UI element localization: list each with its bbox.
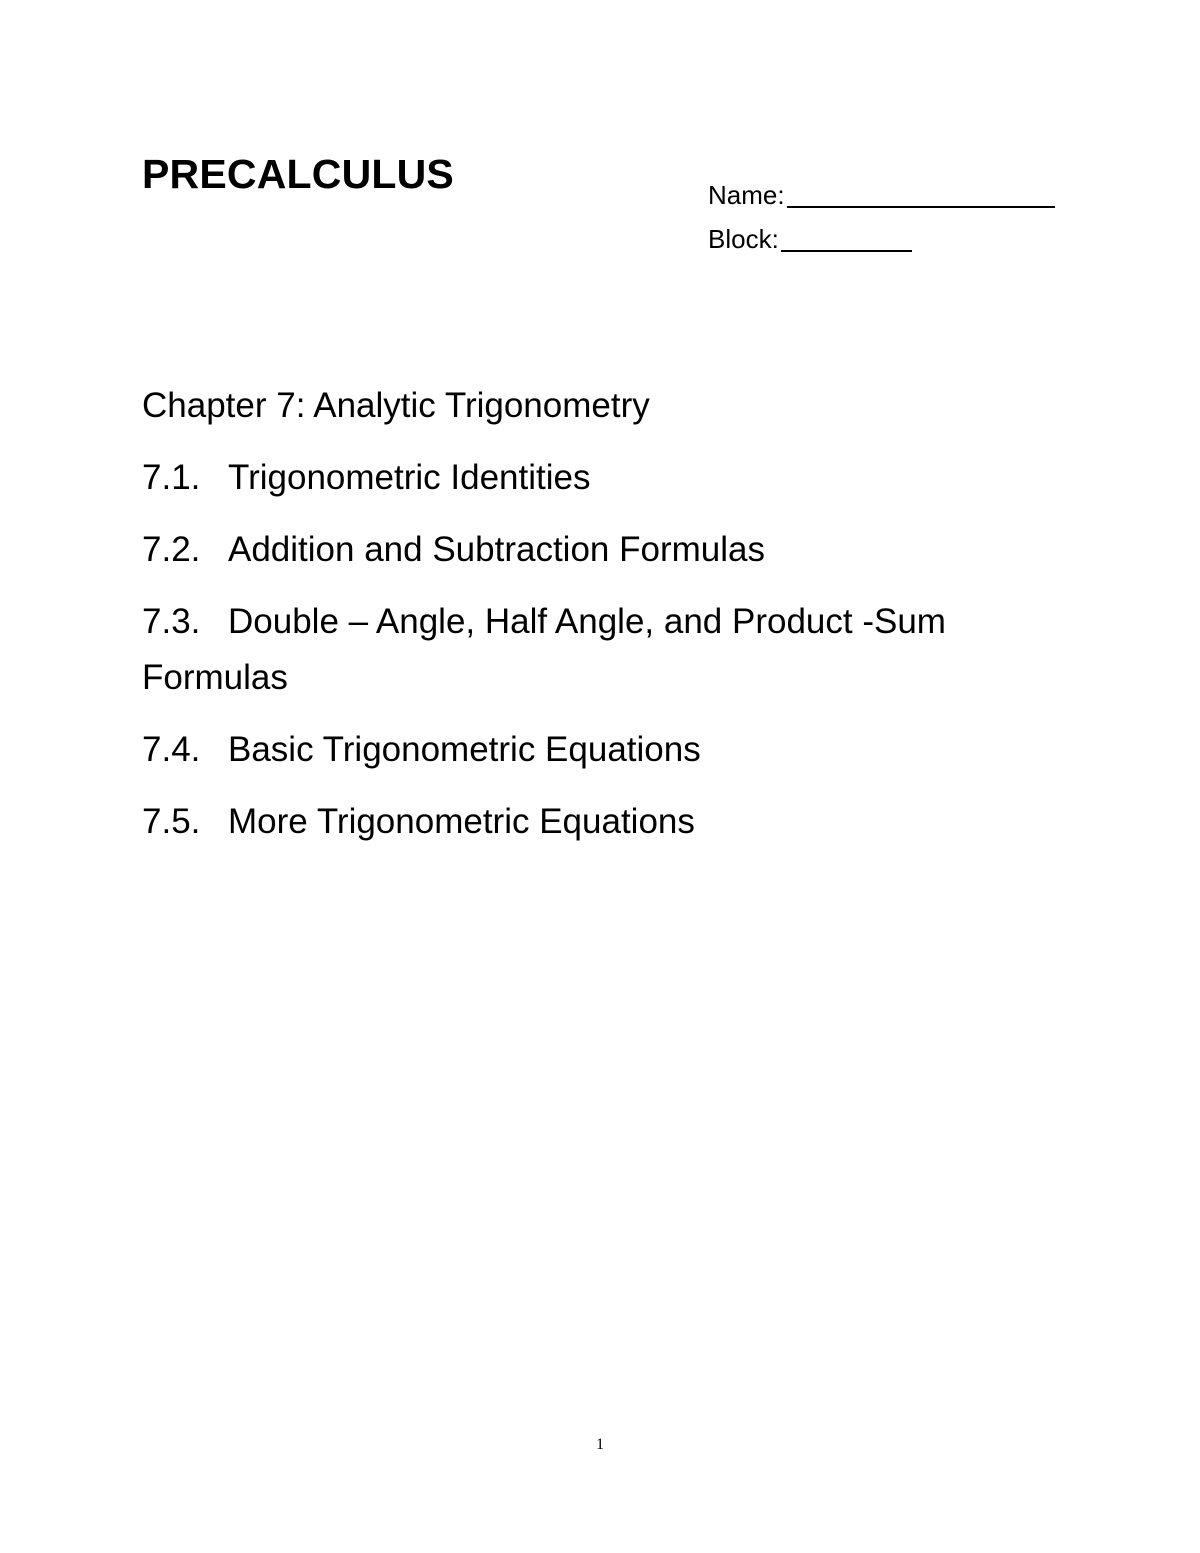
chapter-contents	[142, 378, 1072, 866]
course-title: PRECALCULUS	[142, 151, 454, 197]
section-number: 7.4.	[142, 730, 201, 769]
section-item	[142, 522, 1072, 578]
page-number: 1	[596, 1436, 604, 1453]
section-item	[142, 450, 1072, 506]
block-field[interactable]	[708, 208, 1055, 252]
chapter-title: Chapter 7: Analytic Trigonometry	[142, 386, 650, 425]
block-label: Block:	[708, 224, 779, 254]
section-title: Addition and Subtraction Formulas	[228, 530, 765, 569]
student-info-fields	[708, 164, 1055, 252]
section-title: Trigonometric Identities	[228, 458, 591, 497]
section-number: 7.5.	[142, 802, 201, 841]
block-blank-line[interactable]	[781, 226, 912, 252]
section-title: More Trigonometric Equations	[228, 802, 695, 841]
section-title: Basic Trigonometric Equations	[228, 730, 701, 769]
name-label: Name:	[708, 180, 785, 210]
section-number: 7.2.	[142, 530, 201, 569]
section-item	[142, 594, 1072, 706]
section-number: 7.1.	[142, 458, 201, 497]
name-field[interactable]	[708, 164, 1055, 208]
name-blank-line[interactable]	[787, 182, 1055, 208]
section-item	[142, 794, 1072, 850]
section-item	[142, 722, 1072, 778]
section-title: Double – Angle, Half Angle, and Product -Sum Formulas	[142, 602, 946, 697]
section-list	[142, 450, 1072, 850]
section-number: 7.3.	[142, 602, 201, 641]
